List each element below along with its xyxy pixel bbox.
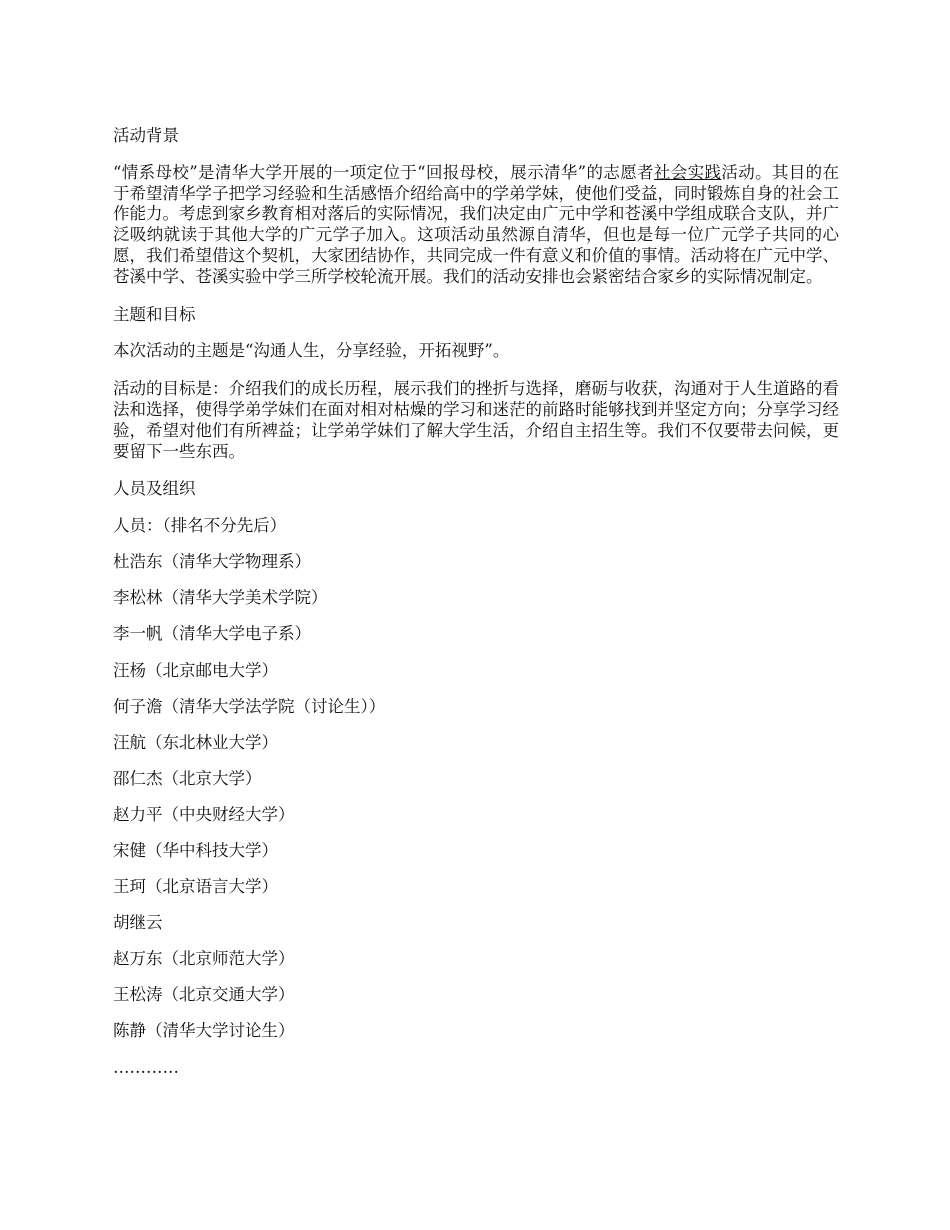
list-item: 王珂（北京语言大学） [113, 877, 278, 897]
section-heading-people: 人员及组织 [113, 479, 196, 499]
list-item: 汪航（东北林业大学） [113, 732, 278, 752]
section-heading-background: 活动背景 [113, 126, 179, 145]
background-text-start: “情系母校”是清华大学开展的一项定位于“回报母校，展示清华”的志愿者 [113, 162, 654, 182]
list-item: 何子澹（清华大学法学院（讨论生）） [113, 696, 386, 716]
list-item: 李松林（清华大学美术学院） [113, 588, 328, 608]
background-paragraph [113, 163, 839, 288]
theme-paragraph: 本次活动的主题是“沟通人生，分享经验，开拓视野”。 [113, 341, 510, 361]
goal-paragraph: 活动的目标是：介绍我们的成长历程，展示我们的挫折与选择，磨砺与收获，沟通对于人生道路的看法和选择，使得学弟学妹们在面对相对枯燥的学习和迷茫的前路时能够找到并坚定方向；分享学习经验，希望对他们有所裨益；让学弟学妹们了解大学生活，介绍自主招生等。我们不仅要带去问候，更要留下一些东西。 [113, 379, 839, 461]
document-page [113, 126, 839, 1078]
list-item: 邵仁杰（北京大学） [113, 768, 262, 788]
list-item: 陈静（清华大学讨论生） [113, 1021, 295, 1041]
members-intro: 人员：（排名不分先后） [113, 516, 287, 536]
list-item: 胡继云 [113, 913, 163, 933]
list-item: 王松涛（北京交通大学） [113, 985, 295, 1005]
section-heading-theme: 主题和目标 [113, 304, 196, 324]
list-item: 赵万东（北京师范大学） [113, 949, 295, 969]
members-list [113, 552, 839, 1042]
continuation-ellipsis: ………… [113, 1057, 179, 1077]
list-item: 赵力平（中央财经大学） [113, 804, 295, 824]
background-text-end: 活动。其目的在于希望清华学子把学习经验和生活感悟介绍给高中的学弟学妹，使他们受益，同时锻炼自身的社会工作能力。考虑到家乡教育相对落后的实际情况，我们决定由广元中学和苍溪中学组成联合支队，并广泛吸纳就读于其他大学的广元学子加入。这项活动虽然源自清华，但也是每一位广元学子共同的心愿，我们希望借这个契机，大家团结协作，共同完成一件有意义和价值的事情。活动将在广元中学、苍溪中学、苍溪实验中学三所学校轮流开展。我们的活动安排也会紧密结合家乡的实际情况制定。 [113, 162, 840, 286]
list-item: 李一帆（清华大学电子系） [113, 624, 311, 644]
social-practice-link[interactable]: 社会实践 [653, 162, 722, 182]
list-item: 汪杨（北京邮电大学） [113, 660, 278, 680]
list-item: 杜浩东（清华大学物理系） [113, 552, 311, 572]
list-item: 宋健（华中科技大学） [113, 841, 278, 860]
